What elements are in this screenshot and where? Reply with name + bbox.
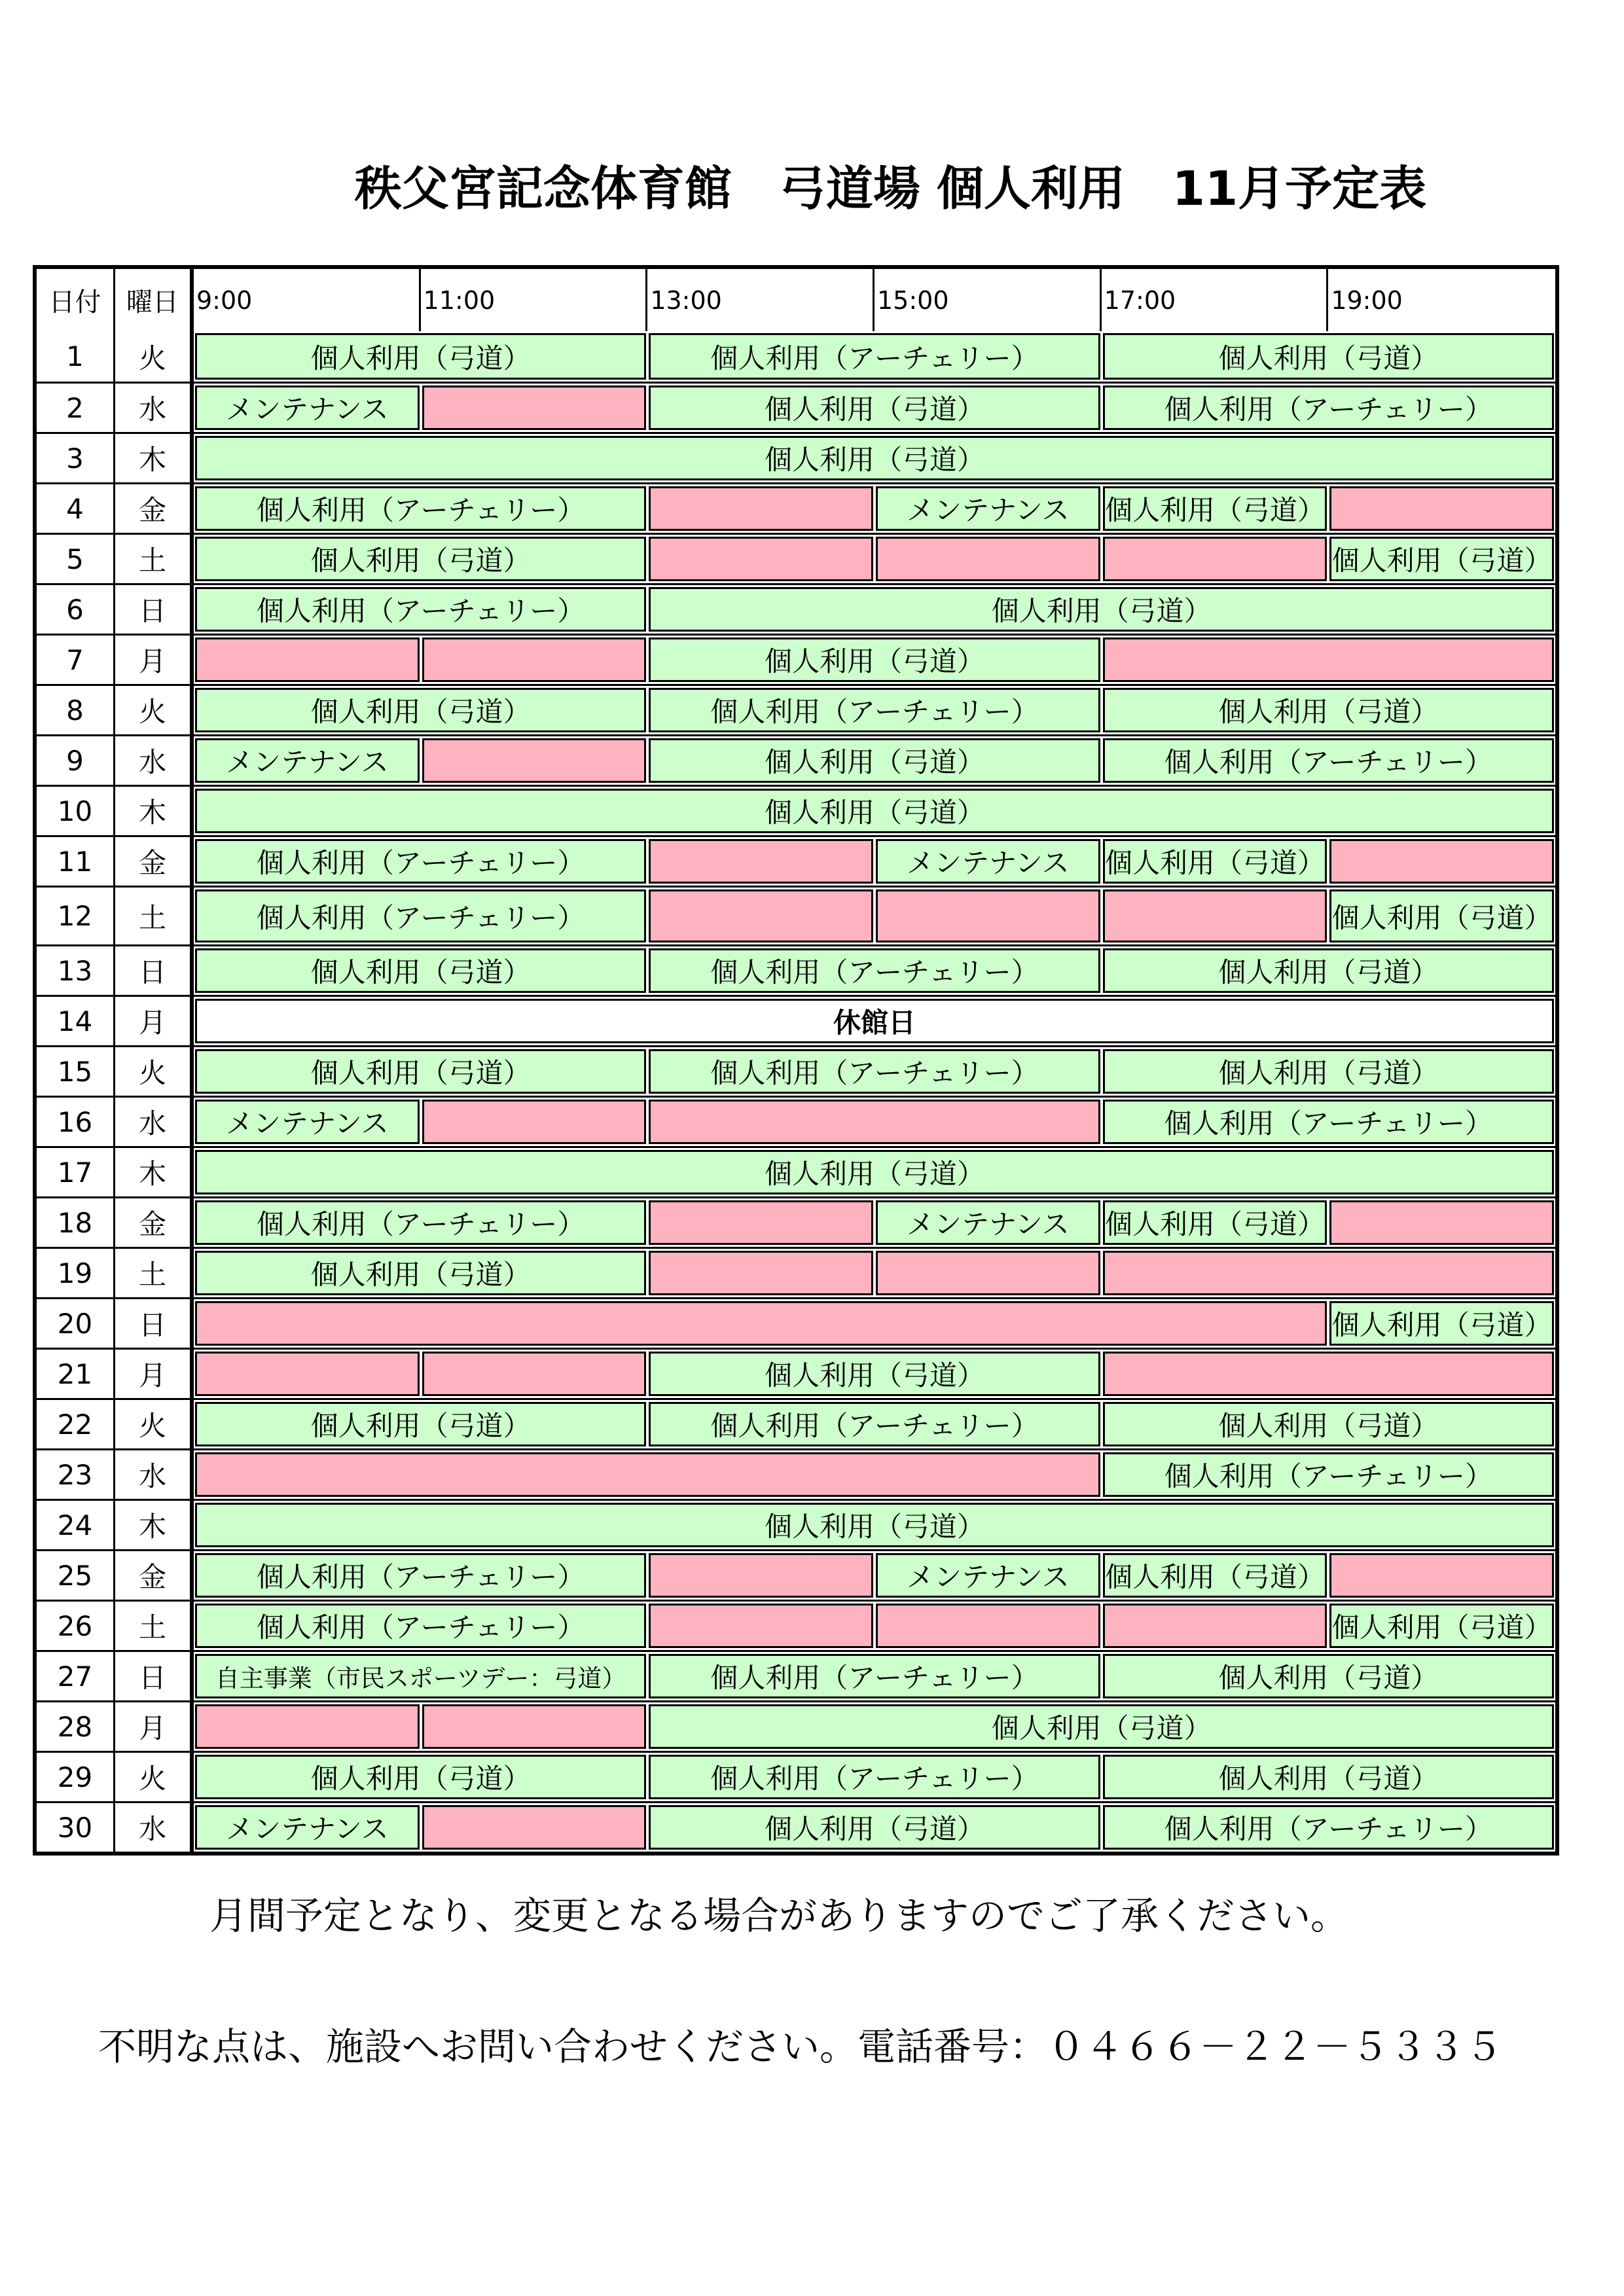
unavailable-slot	[1103, 1604, 1327, 1648]
table-row	[37, 1650, 1555, 1700]
schedule-block: 個人利用（アーチェリー）	[1103, 1100, 1554, 1144]
weekday-cell: 土	[115, 535, 194, 583]
table-row	[37, 583, 1555, 634]
date-cell: 17	[37, 1148, 115, 1196]
date-cell: 3	[37, 434, 115, 482]
schedule-block: メンテナンス	[195, 1100, 420, 1144]
time-header-1700: 17:00	[1102, 269, 1329, 331]
unavailable-slot	[876, 1251, 1100, 1295]
unavailable-slot	[422, 1100, 647, 1144]
unavailable-slot	[1329, 486, 1554, 531]
schedule-block: 個人利用（アーチェリー）	[649, 333, 1100, 380]
schedule-block: 個人利用（アーチェリー）	[195, 1200, 646, 1245]
date-cell: 27	[37, 1652, 115, 1700]
date-cell: 25	[37, 1551, 115, 1600]
schedule-block: 個人利用（弓道）	[1103, 688, 1554, 732]
schedule-block: 個人利用（弓道）	[195, 1402, 646, 1446]
schedule-block: 個人利用（アーチェリー）	[1103, 738, 1554, 783]
weekday-cell: 月	[115, 1702, 194, 1751]
unavailable-slot	[422, 1704, 647, 1749]
table-row	[37, 634, 1555, 684]
schedule-table	[33, 265, 1559, 1856]
date-cell: 10	[37, 787, 115, 835]
unavailable-slot	[649, 1604, 873, 1648]
unavailable-slot	[195, 1301, 1327, 1346]
weekday-cell: 火	[115, 331, 194, 382]
page-title: 秩父宮記念体育館 弓道場 個人利用 11月予定表	[354, 161, 1427, 216]
table-row	[37, 1549, 1555, 1600]
weekday-cell: 水	[115, 1450, 194, 1499]
schedule-block: メンテナンス	[876, 1553, 1100, 1598]
time-header-1500: 15:00	[875, 269, 1102, 331]
weekday-cell: 金	[115, 1551, 194, 1600]
unavailable-slot	[649, 1100, 1100, 1144]
time-header-1300: 13:00	[647, 269, 875, 331]
schedule-body	[37, 331, 1555, 1852]
schedule-block: 個人利用（弓道）	[1103, 839, 1327, 884]
weekday-cell: 水	[115, 736, 194, 785]
date-column-header: 日付	[37, 269, 115, 331]
date-cell: 29	[37, 1753, 115, 1801]
date-cell: 4	[37, 484, 115, 533]
unavailable-slot	[1103, 537, 1327, 581]
table-row	[37, 432, 1555, 482]
unavailable-slot	[649, 486, 873, 531]
weekday-cell: 木	[115, 1501, 194, 1549]
date-cell: 23	[37, 1450, 115, 1499]
date-cell: 19	[37, 1249, 115, 1297]
date-cell: 24	[37, 1501, 115, 1549]
table-row	[37, 835, 1555, 886]
table-row	[37, 1146, 1555, 1196]
unavailable-slot	[1329, 1553, 1554, 1598]
weekday-cell: 金	[115, 484, 194, 533]
unavailable-slot	[1329, 1200, 1554, 1245]
schedule-block: 個人利用（アーチェリー）	[195, 839, 646, 884]
table-row	[37, 1751, 1555, 1801]
schedule-block: 個人利用（弓道）	[1329, 1301, 1554, 1346]
weekday-cell: 日	[115, 946, 194, 995]
unavailable-slot	[422, 1352, 647, 1396]
schedule-block: 個人利用（アーチェリー）	[649, 948, 1100, 993]
schedule-block: 個人利用（アーチェリー）	[195, 1553, 646, 1598]
date-cell: 2	[37, 384, 115, 432]
schedule-block: 個人利用（アーチェリー）	[649, 1049, 1100, 1094]
schedule-block: 個人利用（弓道）	[649, 1805, 1100, 1850]
table-row	[37, 1801, 1555, 1852]
schedule-block: 個人利用（弓道）	[649, 738, 1100, 783]
schedule-block: 個人利用（弓道）	[195, 789, 1554, 833]
date-cell: 5	[37, 535, 115, 583]
time-header-1100: 11:00	[421, 269, 648, 331]
schedule-block: 個人利用（弓道）	[195, 1150, 1554, 1194]
date-cell: 18	[37, 1198, 115, 1247]
date-cell: 9	[37, 736, 115, 785]
schedule-block: 個人利用（弓道）	[1103, 486, 1327, 531]
weekday-column-header: 曜日	[115, 269, 194, 331]
date-cell: 13	[37, 946, 115, 995]
table-row	[37, 944, 1555, 995]
weekday-cell: 火	[115, 1047, 194, 1096]
schedule-block: 個人利用（弓道）	[1103, 1200, 1327, 1245]
date-cell: 15	[37, 1047, 115, 1096]
schedule-block: 個人利用（弓道）	[1103, 1755, 1554, 1799]
weekday-cell: 日	[115, 585, 194, 634]
schedule-block: 個人利用（アーチェリー）	[1103, 386, 1554, 430]
weekday-cell: 土	[115, 1602, 194, 1650]
unavailable-slot	[422, 738, 647, 783]
schedule-block: 個人利用（弓道）	[1103, 1402, 1554, 1446]
date-cell: 8	[37, 686, 115, 734]
schedule-block: 個人利用（弓道）	[1329, 889, 1554, 942]
unavailable-slot	[649, 1200, 873, 1245]
unavailable-slot	[649, 1553, 873, 1598]
unavailable-slot	[422, 386, 647, 430]
table-row	[37, 331, 1555, 382]
schedule-block: 個人利用（アーチェリー）	[649, 1402, 1100, 1446]
date-cell: 30	[37, 1803, 115, 1852]
schedule-block: 個人利用（弓道）	[195, 1049, 646, 1094]
date-cell: 12	[37, 888, 115, 944]
weekday-cell: 水	[115, 1803, 194, 1852]
table-row	[37, 1600, 1555, 1650]
weekday-cell: 月	[115, 1350, 194, 1398]
schedule-block: 自主事業（市民スポーツデー：弓道）	[195, 1654, 646, 1698]
schedule-block: メンテナンス	[876, 839, 1100, 884]
schedule-block: 個人利用（弓道）	[649, 1704, 1554, 1749]
date-cell: 7	[37, 636, 115, 684]
weekday-cell: 日	[115, 1299, 194, 1348]
unavailable-slot	[195, 1452, 1100, 1497]
weekday-cell: 木	[115, 434, 194, 482]
unavailable-slot	[195, 1352, 420, 1396]
schedule-block: メンテナンス	[195, 738, 420, 783]
schedule-block: 個人利用（弓道）	[649, 386, 1100, 430]
date-cell: 14	[37, 997, 115, 1045]
schedule-block: 個人利用（弓道）	[1329, 537, 1554, 581]
unavailable-slot	[649, 1251, 873, 1295]
table-row	[37, 1247, 1555, 1297]
unavailable-slot	[1103, 1352, 1554, 1396]
weekday-cell: 土	[115, 888, 194, 944]
schedule-block: メンテナンス	[876, 1200, 1100, 1245]
schedule-block: 個人利用（弓道）	[195, 537, 646, 581]
weekday-cell: 水	[115, 384, 194, 432]
date-cell: 26	[37, 1602, 115, 1650]
weekday-cell: 土	[115, 1249, 194, 1297]
schedule-block: メンテナンス	[195, 386, 420, 430]
unavailable-slot	[195, 637, 420, 682]
weekday-cell: 火	[115, 686, 194, 734]
schedule-block: 個人利用（弓道）	[1103, 333, 1554, 380]
schedule-block: 個人利用（アーチェリー）	[649, 1755, 1100, 1799]
unavailable-slot	[1103, 637, 1554, 682]
schedule-block: 個人利用（弓道）	[1103, 1553, 1327, 1598]
schedule-change-notice: 月間予定となり、変更となる場合がありますのでご了承ください。	[209, 1893, 1349, 1938]
date-cell: 21	[37, 1350, 115, 1398]
weekday-cell: 月	[115, 636, 194, 684]
schedule-block: 個人利用（弓道）	[195, 948, 646, 993]
schedule-block: 個人利用（弓道）	[1103, 948, 1554, 993]
table-row	[37, 1045, 1555, 1096]
date-cell: 1	[37, 331, 115, 382]
table-row	[37, 995, 1555, 1045]
table-row	[37, 684, 1555, 734]
table-row	[37, 1700, 1555, 1751]
schedule-block: 個人利用（弓道）	[195, 688, 646, 732]
weekday-cell: 金	[115, 837, 194, 886]
unavailable-slot	[422, 637, 647, 682]
schedule-block: 個人利用（弓道）	[649, 587, 1554, 632]
unavailable-slot	[649, 839, 873, 884]
unavailable-slot	[195, 1704, 420, 1749]
unavailable-slot	[649, 537, 873, 581]
schedule-block: 個人利用（アーチェリー）	[649, 688, 1100, 732]
date-cell: 22	[37, 1400, 115, 1448]
time-header-1900: 19:00	[1331, 285, 1403, 315]
schedule-block: 個人利用（弓道）	[195, 1755, 646, 1799]
schedule-block: 個人利用（弓道）	[1329, 1604, 1554, 1648]
table-row	[37, 1348, 1555, 1398]
schedule-block: 個人利用（弓道）	[195, 1251, 646, 1295]
schedule-block: 個人利用（弓道）	[195, 436, 1554, 480]
unavailable-slot	[1329, 839, 1554, 884]
schedule-block: 個人利用（アーチェリー）	[195, 486, 646, 531]
table-row	[37, 1096, 1555, 1146]
schedule-block: 個人利用（アーチェリー）	[649, 1654, 1100, 1698]
date-cell: 6	[37, 585, 115, 634]
schedule-block: メンテナンス	[195, 1805, 420, 1850]
schedule-block: 個人利用（アーチェリー）	[1103, 1452, 1554, 1497]
table-row	[37, 734, 1555, 785]
table-row	[37, 533, 1555, 583]
schedule-block: 個人利用（アーチェリー）	[1103, 1805, 1554, 1850]
contact-notice: 不明な点は、施設へお問い合わせください。電話番号：０４６６－２２－５３３５	[98, 2024, 1504, 2069]
schedule-block: 個人利用（アーチェリー）	[195, 889, 646, 942]
weekday-cell: 金	[115, 1198, 194, 1247]
schedule-block: 個人利用（弓道）	[195, 1503, 1554, 1547]
schedule-block: 個人利用（弓道）	[195, 333, 646, 380]
table-row	[37, 1499, 1555, 1549]
table-row	[37, 886, 1555, 944]
time-header-0900: 9:00	[194, 269, 421, 331]
table-row	[37, 1398, 1555, 1448]
schedule-block: メンテナンス	[876, 486, 1100, 531]
unavailable-slot	[422, 1805, 647, 1850]
table-row	[37, 1297, 1555, 1348]
weekday-cell: 日	[115, 1652, 194, 1700]
schedule-block: 個人利用（アーチェリー）	[195, 587, 646, 632]
schedule-block: 個人利用（弓道）	[649, 1352, 1100, 1396]
table-row	[37, 382, 1555, 432]
schedule-block: 個人利用（弓道）	[1103, 1049, 1554, 1094]
date-cell: 28	[37, 1702, 115, 1751]
weekday-cell: 木	[115, 1148, 194, 1196]
weekday-cell: 火	[115, 1400, 194, 1448]
weekday-cell: 月	[115, 997, 194, 1045]
date-cell: 16	[37, 1098, 115, 1146]
schedule-block: 個人利用（アーチェリー）	[195, 1604, 646, 1648]
table-row	[37, 1448, 1555, 1499]
unavailable-slot	[1103, 1251, 1554, 1295]
unavailable-slot	[649, 889, 873, 942]
schedule-block: 個人利用（弓道）	[649, 637, 1100, 682]
header-row	[37, 269, 1555, 331]
table-row	[37, 482, 1555, 533]
unavailable-slot	[1103, 889, 1327, 942]
weekday-cell: 木	[115, 787, 194, 835]
unavailable-slot	[876, 1604, 1100, 1648]
table-row	[37, 1196, 1555, 1247]
date-cell: 11	[37, 837, 115, 886]
unavailable-slot	[876, 889, 1100, 942]
weekday-cell: 水	[115, 1098, 194, 1146]
unavailable-slot	[876, 537, 1100, 581]
schedule-block: 個人利用（弓道）	[1103, 1654, 1554, 1698]
weekday-cell: 火	[115, 1753, 194, 1801]
date-cell: 20	[37, 1299, 115, 1348]
closed-day-block: 休館日	[195, 999, 1554, 1043]
table-row	[37, 785, 1555, 835]
